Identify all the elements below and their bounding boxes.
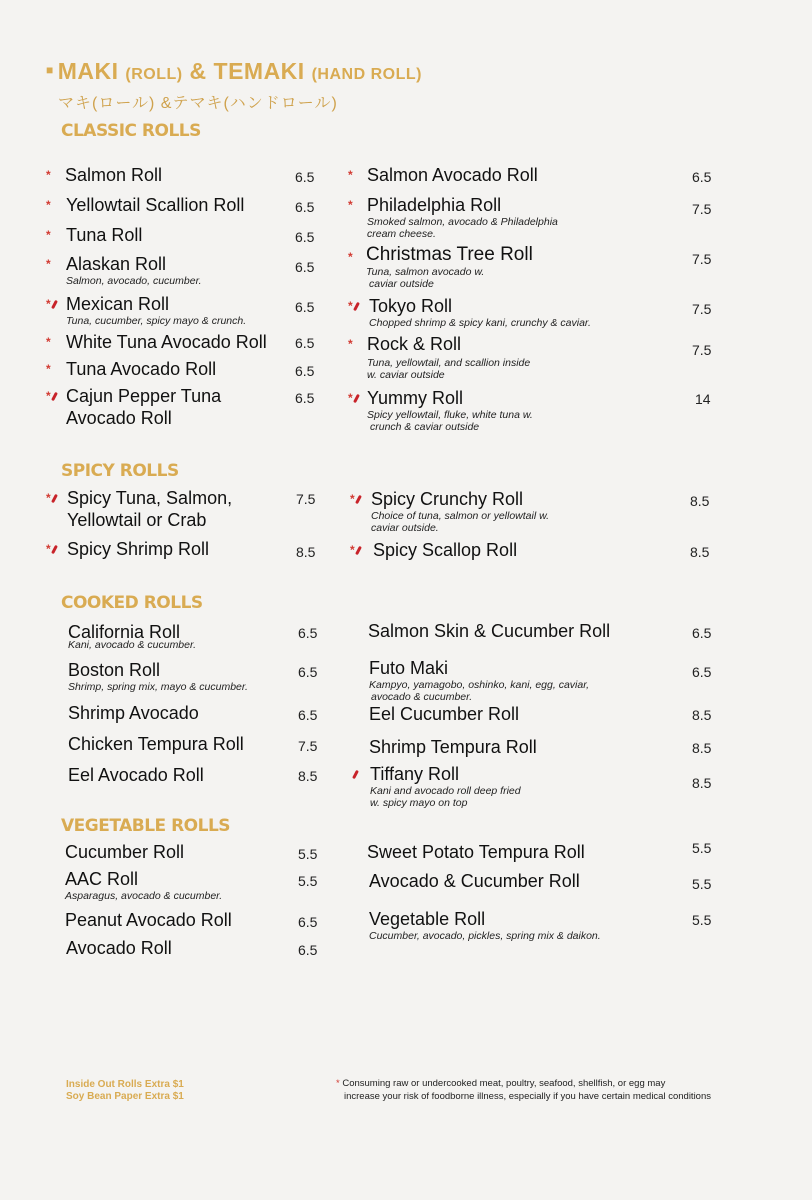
item-price: 8.5 bbox=[692, 707, 712, 723]
item-price: 6.5 bbox=[298, 942, 318, 958]
menu-item bbox=[66, 194, 244, 216]
item-price: 6.5 bbox=[298, 664, 318, 680]
title-temaki: & TEMAKI bbox=[189, 58, 305, 84]
item-price: 7.5 bbox=[296, 491, 316, 507]
item-price: 8.5 bbox=[296, 544, 316, 560]
spicy-raw-icon: * bbox=[46, 389, 56, 403]
item-price: 5.5 bbox=[298, 846, 318, 862]
item-description-line2: crunch & caviar outside bbox=[370, 421, 480, 433]
item-price: 7.5 bbox=[692, 251, 712, 267]
raw-star-icon: * bbox=[46, 362, 51, 376]
title-bullet-icon: ■ bbox=[46, 63, 54, 77]
menu-item bbox=[68, 733, 244, 755]
page-title bbox=[46, 58, 422, 85]
raw-star-icon: * bbox=[46, 228, 51, 242]
item-name: Christmas Tree Roll bbox=[366, 244, 533, 265]
item-price: 8.5 bbox=[692, 775, 712, 791]
item-description-line2: caviar outside bbox=[369, 278, 434, 290]
menu-item bbox=[65, 868, 222, 902]
menu-item bbox=[367, 333, 530, 381]
item-price: 6.5 bbox=[295, 390, 315, 406]
item-price: 6.5 bbox=[692, 169, 712, 185]
menu-item bbox=[67, 538, 209, 560]
item-name: Yummy Roll bbox=[367, 388, 464, 408]
menu-item bbox=[369, 295, 591, 329]
menu-item bbox=[66, 293, 246, 327]
menu-item bbox=[373, 539, 517, 561]
menu-item bbox=[66, 385, 221, 429]
spicy-pepper-icon bbox=[352, 767, 357, 781]
item-name: Spicy Tuna, Salmon, bbox=[67, 488, 233, 508]
item-name: Boston Roll bbox=[68, 660, 161, 680]
item-name: Philadelphia Roll bbox=[367, 195, 502, 215]
item-name: Alaskan Roll bbox=[66, 254, 167, 274]
item-name: Avocado & Cucumber Roll bbox=[369, 871, 580, 891]
item-price: 6.5 bbox=[295, 259, 315, 275]
item-price: 6.5 bbox=[295, 335, 315, 351]
menu-item bbox=[66, 253, 202, 287]
item-name: Spicy Scallop Roll bbox=[373, 540, 518, 560]
menu-item bbox=[367, 387, 533, 433]
menu-item bbox=[65, 909, 232, 931]
item-description-line2: avocado & cucumber. bbox=[371, 691, 473, 703]
item-name: Cajun Pepper Tuna bbox=[66, 386, 222, 406]
item-name: Tokyo Roll bbox=[369, 296, 453, 316]
item-price: 6.5 bbox=[295, 199, 315, 215]
item-name: Yellowtail Scallion Roll bbox=[66, 195, 245, 215]
item-price: 6.5 bbox=[298, 625, 318, 641]
item-price: 6.5 bbox=[692, 664, 712, 680]
item-price: 8.5 bbox=[690, 493, 710, 509]
menu-item bbox=[366, 244, 533, 290]
japanese-subtitle: マキ(ロール) &テマキ(ハンドロール) bbox=[58, 95, 338, 112]
item-name: White Tuna Avocado Roll bbox=[66, 332, 267, 352]
section-vegetable-rolls: VEGETABLE ROLLS bbox=[61, 816, 231, 836]
notice-star-icon: * bbox=[336, 1078, 340, 1089]
menu-item bbox=[67, 487, 232, 531]
menu-item bbox=[66, 331, 267, 353]
raw-star-icon: * bbox=[46, 198, 51, 212]
item-description: Chopped shrimp & spicy kani, crunchy & caviar. bbox=[369, 317, 591, 329]
item-description-line2: cream cheese. bbox=[367, 228, 436, 240]
item-name: Tuna Avocado Roll bbox=[66, 359, 217, 379]
spicy-raw-icon: * bbox=[348, 299, 358, 313]
item-price: 8.5 bbox=[690, 544, 710, 560]
item-price: 5.5 bbox=[692, 876, 712, 892]
item-price: 6.5 bbox=[295, 169, 315, 185]
item-name: Cucumber Roll bbox=[65, 842, 185, 862]
menu-item bbox=[367, 841, 585, 863]
item-description: Kani and avocado roll deep fried bbox=[370, 785, 521, 797]
notice-line2: increase your risk of foodborne illness, especially if you have certain medical conditions bbox=[344, 1091, 711, 1102]
extra-inside-out: Inside Out Rolls Extra $1 bbox=[66, 1079, 184, 1090]
item-description: Choice of tuna, salmon or yellowtail w. bbox=[371, 510, 550, 522]
menu-item bbox=[68, 764, 204, 786]
menu-item bbox=[367, 164, 538, 186]
item-name: Chicken Tempura Roll bbox=[68, 734, 244, 754]
menu-item bbox=[66, 358, 216, 380]
item-name: Shrimp Tempura Roll bbox=[369, 737, 537, 757]
raw-star-icon: * bbox=[46, 257, 51, 271]
item-price: 6.5 bbox=[295, 299, 315, 315]
item-name-line2: Yellowtail or Crab bbox=[67, 510, 207, 530]
item-price: 6.5 bbox=[295, 229, 315, 245]
title-hand-roll: (HAND ROLL) bbox=[311, 66, 422, 83]
menu-item bbox=[370, 763, 521, 809]
item-price: 14 bbox=[695, 391, 711, 407]
item-price: 7.5 bbox=[692, 342, 712, 358]
item-name: Salmon Skin & Cucumber Roll bbox=[368, 621, 611, 641]
item-name: Eel Cucumber Roll bbox=[369, 704, 520, 724]
item-price: 7.5 bbox=[692, 301, 712, 317]
spicy-raw-icon: * bbox=[46, 542, 56, 556]
menu-item bbox=[367, 194, 558, 240]
item-price: 6.5 bbox=[295, 363, 315, 379]
raw-star-icon: * bbox=[46, 168, 51, 182]
item-name: Salmon Roll bbox=[65, 165, 163, 185]
item-name: Salmon Avocado Roll bbox=[367, 165, 538, 185]
item-name: Eel Avocado Roll bbox=[68, 765, 204, 785]
spicy-raw-icon: * bbox=[350, 492, 360, 506]
item-description-line2: caviar outside. bbox=[371, 522, 439, 534]
menu-item bbox=[369, 657, 589, 703]
menu-item bbox=[65, 841, 184, 863]
item-name: Peanut Avocado Roll bbox=[65, 910, 232, 930]
raw-star-icon: * bbox=[348, 250, 353, 264]
extras-note bbox=[66, 1079, 184, 1103]
menu-item bbox=[369, 870, 580, 892]
item-price: 5.5 bbox=[692, 840, 712, 856]
item-description: Smoked salmon, avocado & Philadelphia bbox=[367, 216, 558, 228]
item-description: Salmon, avocado, cucumber. bbox=[66, 275, 202, 287]
item-description: Cucumber, avocado, pickles, spring mix & daikon. bbox=[369, 930, 601, 942]
title-roll: (ROLL) bbox=[125, 66, 183, 83]
section-spicy-rolls: SPICY ROLLS bbox=[61, 461, 179, 481]
menu-item bbox=[68, 659, 248, 693]
item-name: Sweet Potato Tempura Roll bbox=[367, 842, 585, 862]
item-price: 6.5 bbox=[692, 625, 712, 641]
item-name: Avocado Roll bbox=[66, 938, 172, 958]
item-name: Rock & Roll bbox=[367, 334, 462, 354]
menu-item bbox=[66, 224, 142, 246]
item-name: Spicy Shrimp Roll bbox=[67, 539, 210, 559]
health-notice bbox=[336, 1077, 711, 1103]
menu-item bbox=[369, 908, 601, 942]
item-price: 8.5 bbox=[298, 768, 318, 784]
item-name: AAC Roll bbox=[65, 869, 139, 889]
menu-item bbox=[369, 736, 537, 758]
item-name: California Roll bbox=[68, 622, 181, 642]
menu-item bbox=[371, 488, 549, 534]
section-classic-rolls: CLASSIC ROLLS bbox=[61, 121, 201, 141]
item-description: Shrimp, spring mix, mayo & cucumber. bbox=[68, 681, 248, 693]
item-name: Futo Maki bbox=[369, 658, 449, 678]
item-description: Spicy yellowtail, fluke, white tuna w. bbox=[367, 409, 533, 421]
item-price: 6.5 bbox=[298, 914, 318, 930]
spicy-raw-icon: * bbox=[350, 543, 360, 557]
item-name: Mexican Roll bbox=[66, 294, 170, 314]
menu-item bbox=[66, 937, 172, 959]
item-price: 7.5 bbox=[298, 738, 318, 754]
menu-item bbox=[65, 164, 162, 186]
item-description: Asparagus, avocado & cucumber. bbox=[65, 890, 223, 902]
raw-star-icon: * bbox=[348, 198, 353, 212]
menu-item bbox=[369, 703, 519, 725]
item-name: Tuna Roll bbox=[66, 225, 143, 245]
menu-item bbox=[68, 621, 196, 651]
menu-item bbox=[368, 620, 610, 642]
item-price: 5.5 bbox=[692, 912, 712, 928]
item-description-line2: w. caviar outside bbox=[367, 369, 445, 381]
notice-line1: Consuming raw or undercooked meat, poultry, seafood, shellfish, or egg may bbox=[342, 1078, 666, 1089]
item-description: Kani, avocado & cucumber. bbox=[68, 639, 197, 651]
item-description: Tuna, cucumber, spicy mayo & crunch. bbox=[66, 315, 247, 327]
item-description: Tuna, salmon avocado w. bbox=[366, 266, 485, 278]
item-description-line2: w. spicy mayo on top bbox=[370, 797, 468, 809]
section-cooked-rolls: COOKED ROLLS bbox=[61, 593, 203, 613]
spicy-raw-icon: * bbox=[46, 491, 56, 505]
raw-star-icon: * bbox=[348, 168, 353, 182]
title-maki: MAKI bbox=[57, 58, 119, 84]
spicy-raw-icon: * bbox=[348, 391, 358, 405]
item-name: Vegetable Roll bbox=[369, 909, 486, 929]
menu-item bbox=[68, 702, 199, 724]
item-price: 7.5 bbox=[692, 201, 712, 217]
extra-soy-paper: Soy Bean Paper Extra $1 bbox=[66, 1091, 184, 1102]
item-price: 5.5 bbox=[298, 873, 318, 889]
item-name: Tiffany Roll bbox=[370, 764, 460, 784]
item-name: Spicy Crunchy Roll bbox=[371, 489, 524, 509]
spicy-raw-icon: * bbox=[46, 297, 56, 311]
item-price: 8.5 bbox=[692, 740, 712, 756]
item-description: Kampyo, yamagobo, oshinko, kani, egg, caviar, bbox=[369, 679, 590, 691]
item-name: Shrimp Avocado bbox=[68, 703, 199, 723]
raw-star-icon: * bbox=[46, 335, 51, 349]
item-name-line2: Avocado Roll bbox=[66, 408, 172, 428]
item-description: Tuna, yellowtail, and scallion inside bbox=[367, 357, 531, 369]
raw-star-icon: * bbox=[348, 337, 353, 351]
item-price: 6.5 bbox=[298, 707, 318, 723]
